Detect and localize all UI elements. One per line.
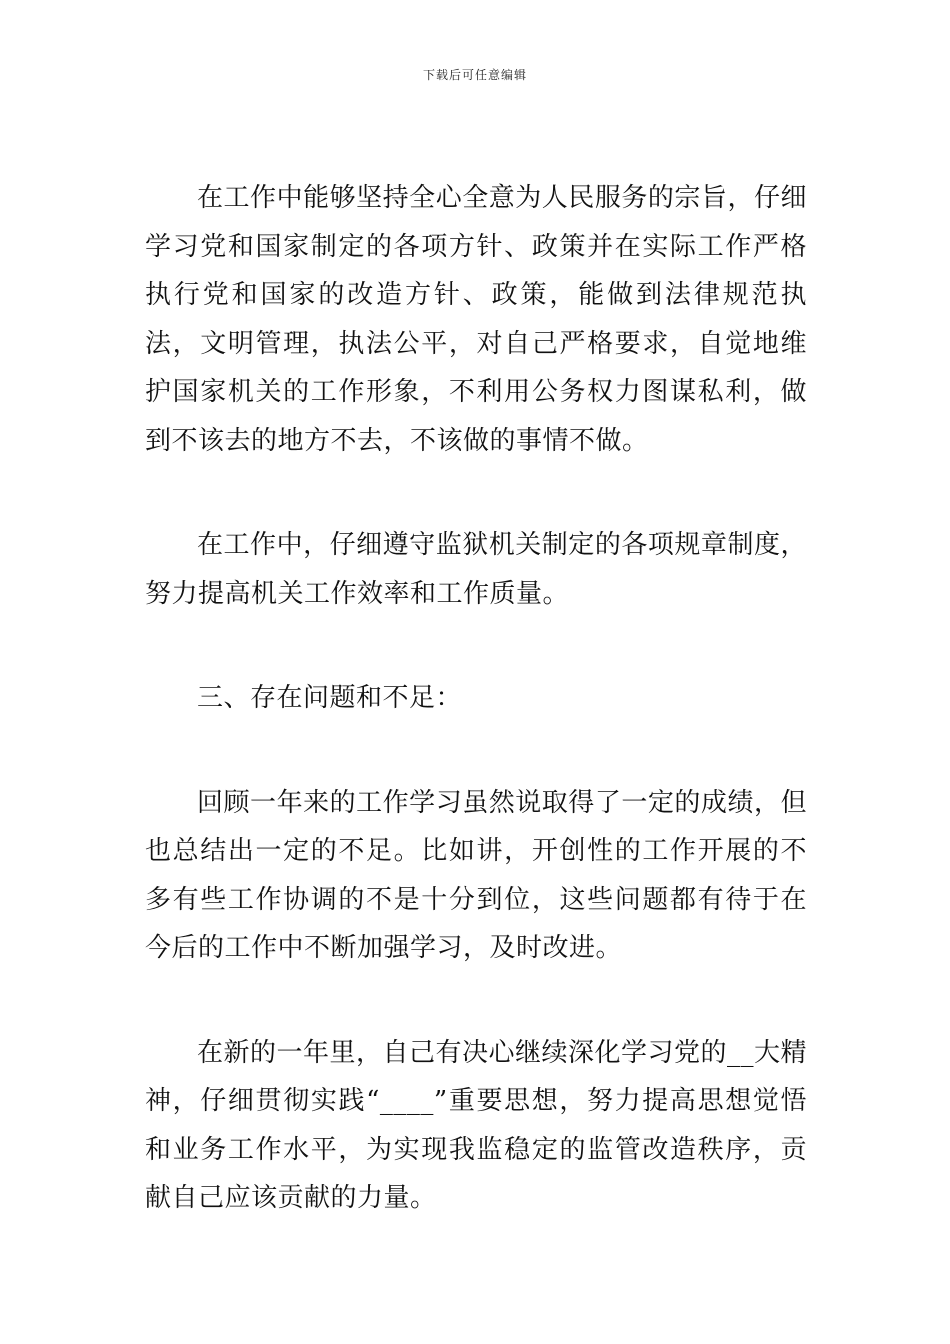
page-header: 下载后可任意编辑	[422, 68, 527, 82]
paragraph-work-principles: 在工作中能够坚持全心全意为人民服务的宗旨，仔细学习党和国家制定的各项方针、政策并在实际工作严格执行党和国家的改造方针、政策，能做到法律规范执法，文明管理，执法公平，对自己严格要求，自觉地维护国家机关的工作形象，不利用公务权力图谋私利，做到不该去的地方不去，不该做的事情不做。	[145, 183, 807, 456]
document-body	[145, 174, 807, 1223]
paragraph-review-shortcomings: 回顾一年来的工作学习虽然说取得了一定的成绩，但也总结出一定的不足。比如讲，开创性的工作开展的不多有些工作协调的不是十分到位，这些问题都有待于在今后的工作中不断加强学习，及时改进。	[145, 787, 807, 963]
paragraph-new-year-plan: 在新的一年里，自己有决心继续深化学习党的__大精神，仔细贯彻实践“____”重要思想，努力提高思想觉悟和业务工作水平，为实现我监稳定的监管改造秩序，贡献自己应该贡献的力量。	[145, 1037, 808, 1213]
section-heading-problems: 三、存在问题和不足：	[197, 683, 463, 713]
paragraph-rules-compliance: 在工作中，仔细遵守监狱机关制定的各项规章制度，努力提高机关工作效率和工作质量。	[145, 530, 807, 609]
